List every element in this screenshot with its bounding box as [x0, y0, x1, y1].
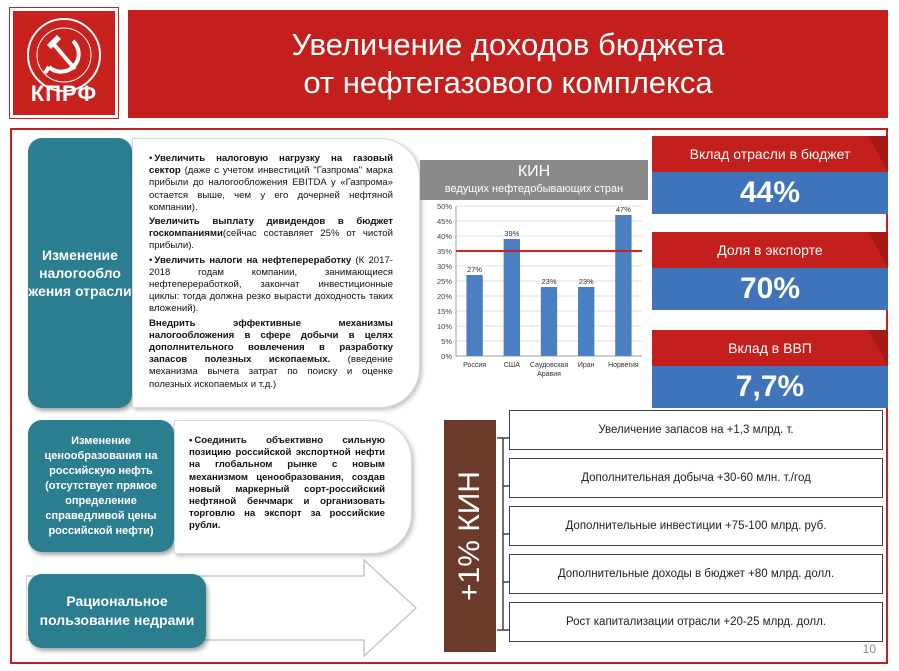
- y-tick-label: 10%: [436, 322, 452, 331]
- paragraph-normal: (сейчас составляет 25% от чистой прибыли).: [149, 228, 393, 252]
- kin-label-box: [444, 420, 496, 652]
- title-bar: [128, 10, 888, 118]
- paragraph-dividends: [149, 216, 393, 253]
- chart-plot: [420, 200, 648, 392]
- stat-fold-corner: [868, 232, 888, 268]
- paragraph-gas-tax: [149, 153, 393, 214]
- stat-fold-corner: [868, 330, 888, 366]
- kin-effect-production: Дополнительная добыча +30-60 млн. т./год: [509, 458, 883, 498]
- logo-text: КПРФ: [30, 81, 98, 106]
- kprf-logo: [10, 8, 118, 118]
- section-text-tax: [132, 138, 420, 408]
- bar-data-label: 27%: [467, 265, 483, 274]
- y-tick-label: 25%: [436, 277, 452, 286]
- paragraph-bold: Увеличить налоговую нагрузку на газовый сектор: [149, 153, 393, 177]
- stat-budget: [652, 136, 888, 214]
- y-tick-label: 0%: [441, 352, 452, 361]
- paragraph-bold: Увеличить налоги на нефтепереработку: [154, 254, 352, 266]
- y-tick-label: 50%: [436, 202, 452, 211]
- bar-data-label: 39%: [504, 229, 520, 238]
- stat-value: 7,7%: [652, 366, 888, 408]
- section-label-tax: Изменение налогообло жения отрасли: [28, 138, 132, 408]
- stat-fold-corner: [868, 136, 888, 172]
- chart-title: КИН: [517, 163, 551, 180]
- kin-effect-capitalization: Рост капитализации отрасли +20-25 млрд. долл.: [509, 602, 883, 642]
- kin-label: +1% КИН: [453, 471, 487, 601]
- paragraph-normal: (К 2017-2018 годам компании, занимающиеся нефтепереработкой, закончат инвестиционные циклы: тогда должна резко вырасти доходность таких вложений).: [149, 254, 393, 315]
- kin-chart: [420, 160, 648, 392]
- y-tick-label: 20%: [436, 292, 452, 301]
- bar: [466, 275, 482, 356]
- stat-gdp: [652, 330, 888, 408]
- bar-data-label: 23%: [541, 277, 557, 286]
- kin-effect-investment: Дополнительные инвестиции +75-100 млрд. руб.: [509, 506, 883, 546]
- section-label-subsoil: Рациональное пользование недрами: [28, 574, 206, 648]
- paragraph-refining-tax: [149, 255, 393, 316]
- kin-effect-reserves: Увеличение запасов на +1,3 млрд. т.: [509, 410, 883, 450]
- paragraph-bold: Внедрить эффективные механизмы налогообложения в сфере добычи в целях дополнительного вовлечения в разработку запасов полезных ископаемых.: [149, 317, 393, 366]
- y-tick-label: 5%: [441, 337, 452, 346]
- page-number: 10: [862, 642, 876, 656]
- bar: [615, 215, 631, 356]
- stat-label: Доля в экспорте: [652, 232, 888, 268]
- y-tick-label: 35%: [436, 247, 452, 256]
- paragraph-normal: Соединить объективно сильную позицию российской экспортной нефти на глобальном рынке с новым механизмом ценообразования, создав новый маркерный сорт-российский нефтяной бенчмарк и организовать торговлю на экспорт за российские рубли.: [189, 435, 385, 532]
- paragraph-bold: Увеличить выплату дивидендов в бюджет госкомпаниями: [149, 216, 393, 240]
- kin-bracket: [496, 420, 510, 652]
- chart-header: [420, 160, 648, 200]
- page-title: Увеличение доходов бюджета от нефтегазового комплекса: [291, 27, 725, 100]
- paragraph-benchmark: [189, 435, 385, 533]
- stat-value: 70%: [652, 268, 888, 310]
- y-tick-label: 30%: [436, 262, 452, 271]
- paragraph-normal: (введение механизма вычета затрат по поиску и оценке полезных ископаемых и т.д.): [149, 354, 393, 390]
- paragraph-mining-tax: [149, 318, 393, 391]
- y-tick-label: 15%: [436, 307, 452, 316]
- chart-subtitle: ведущих нефтедобывающих стран: [444, 183, 624, 195]
- bar-data-label: 23%: [578, 277, 594, 286]
- stat-label: Вклад в ВВП: [652, 330, 888, 366]
- x-tick-label: Саудовская: [529, 362, 569, 369]
- bar: [578, 287, 594, 356]
- bar: [504, 239, 520, 356]
- y-tick-label: 45%: [436, 217, 452, 226]
- bar-data-label: 47%: [615, 205, 631, 214]
- section-text-pricing: [174, 420, 412, 554]
- x-tick-label: США: [503, 362, 520, 369]
- stat-label: Вклад отрасли в бюджет: [652, 136, 888, 172]
- x-tick-label: Иран: [577, 362, 595, 369]
- x-tick-label: Норвегия: [608, 362, 639, 369]
- content-frame: [10, 128, 888, 664]
- section-label-pricing: Изменение ценообразования на российскую нефть (отсутствует прямое определение справедливой цены российской нефти): [28, 420, 174, 552]
- x-tick-label: Россия: [463, 362, 487, 369]
- stat-value: 44%: [652, 172, 888, 214]
- kin-effect-budget: Дополнительные доходы в бюджет +80 млрд. долл.: [509, 554, 883, 594]
- y-tick-label: 40%: [436, 232, 452, 241]
- bar: [541, 287, 557, 356]
- stat-export: [652, 232, 888, 310]
- paragraph-normal: (даже с учетом инвестиций "Газпрома" марка прибыли до налогообложения EBITDA у «Газпрома» остается выше, чем у его дочерней нефтяной компании).: [149, 165, 393, 213]
- x-tick-label: Аравия: [537, 371, 561, 378]
